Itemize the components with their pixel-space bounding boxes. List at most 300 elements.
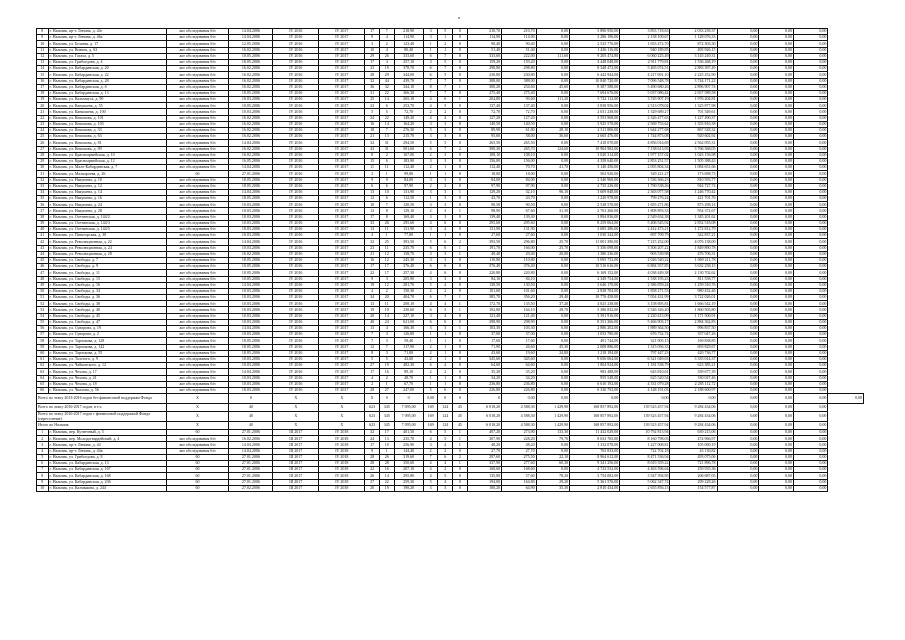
table-cell: 11 001 390,00 [570, 239, 620, 245]
table-cell: 6 [438, 245, 453, 251]
table-cell: 940 189,85 [620, 47, 670, 53]
table-cell: IV 2016 [273, 29, 319, 35]
table-cell: 131,90 [394, 227, 423, 233]
table-cell: 421 701,76 [670, 196, 717, 202]
table-cell: 0,00 [717, 152, 759, 158]
table-cell: 0,00 [793, 109, 828, 115]
table-cell: 124 [438, 404, 453, 412]
table-cell: 7 [438, 146, 453, 152]
table-cell: 108,10 [502, 152, 537, 158]
table-cell: 721 896,78 [670, 461, 717, 467]
table-cell: 29 [37, 158, 49, 164]
table-cell: 1 644 277,68 [620, 128, 670, 134]
table-cell: акт обследования б/н [166, 47, 229, 53]
table-cell: 11 [379, 245, 394, 251]
table-cell: 150,30 [394, 288, 423, 294]
table-cell: г. Нальчик, пер. Кузнечный, д. 5 [48, 430, 166, 436]
table-cell: 2 055 804,34 [620, 165, 670, 171]
table-cell: 131,90 [394, 189, 423, 195]
table-cell: 10 [379, 189, 394, 195]
table-cell: 0 [229, 394, 273, 404]
table-cell: 18.05.2006 [229, 90, 273, 96]
table-cell: 0,00 [717, 189, 759, 195]
table-cell: 10.03.2006 [229, 109, 273, 115]
table-cell: 0,00 [536, 227, 569, 233]
table-cell: 191,70 [467, 245, 502, 251]
table-cell: 0,00 [717, 479, 759, 485]
table-cell: IV 2016 [273, 381, 319, 387]
table-cell: 4 856 014,69 [620, 140, 670, 146]
table-cell: 60 [166, 430, 229, 436]
table-cell: 25 [379, 239, 394, 245]
table-cell: 49 [37, 282, 49, 288]
table-cell: 62 [37, 363, 49, 369]
table-cell: 4 588,30 [502, 422, 537, 430]
table-cell: 1 [453, 189, 468, 195]
table-cell: г. Нальчик, ул. Кальмиуса, д. 90 [48, 97, 166, 103]
table-cell: 0,00 [717, 202, 759, 208]
table-cell: IV 2016 [273, 41, 319, 47]
table-cell: 0,00 [536, 47, 569, 53]
table-cell: 276,30 [394, 128, 423, 134]
table-cell: 22 [365, 467, 380, 473]
table-cell: 5 [423, 479, 438, 485]
table-cell: 2 657 589,58 [670, 90, 717, 96]
table-cell: 169 838,85 [670, 338, 717, 344]
table-cell: IV 2016 [273, 363, 319, 369]
table-cell: 12 [379, 257, 394, 263]
table-cell: 393,50 [394, 239, 423, 245]
table-cell: акт обследования б/н [166, 121, 229, 127]
table-cell: 3 925 570,00 [570, 121, 620, 127]
table-cell: акт обследования б/н [166, 152, 229, 158]
table-cell: 10 [379, 307, 394, 313]
table-cell: IV 2017 [319, 375, 365, 381]
table-cell: г. Нальчик, ул. Кабардинская, д. 13 [48, 461, 166, 467]
table-cell: 44 [379, 78, 394, 84]
table-cell: III 2017 [273, 485, 319, 491]
table-cell: 623 385,21 [670, 363, 717, 369]
table-cell: 16.02.2006 [229, 47, 273, 53]
table-cell: X [166, 394, 229, 404]
table-cell: 3 [438, 202, 453, 208]
table-cell: 0,00 [717, 233, 759, 239]
table-cell: 4 [438, 313, 453, 319]
table-cell: акт обследования б/н [166, 35, 229, 41]
table-cell: 31 [379, 140, 394, 146]
table-cell: акт обследования б/н [166, 251, 229, 257]
table-cell: 339 677,39 [670, 369, 717, 375]
table-cell: 0,00 [759, 233, 794, 239]
table-cell: IV 2016 [273, 109, 319, 115]
table-cell: 2 [423, 152, 438, 158]
table-cell: IV 2016 [273, 251, 319, 257]
table-cell: IV 2017 [319, 332, 365, 338]
table-cell: 22,10 [536, 454, 569, 460]
table-cell: 26 [379, 220, 394, 226]
table-cell: 0,00 [793, 363, 828, 369]
table-cell: IV 2017 [319, 264, 365, 270]
table-cell: 1 [453, 442, 468, 448]
table-cell: 0,00 [759, 422, 794, 430]
table-cell: 1 272 812,79 [670, 227, 717, 233]
table-cell: 0 [453, 394, 468, 404]
table-cell: 35,20 [467, 369, 502, 375]
table-cell: 0,00 [759, 134, 794, 140]
table-cell: IV 2016 [273, 295, 319, 301]
table-cell: 393,50 [467, 239, 502, 245]
table-cell: 0,00 [759, 461, 794, 467]
table-cell: 14.04.2006 [229, 35, 273, 41]
table-cell: 0,00 [793, 90, 828, 96]
table-cell: 40 [365, 319, 380, 325]
table-cell: 9 284 434,06 [670, 404, 717, 412]
table-cell: 14 [379, 121, 394, 127]
table-cell: 2 138 109,67 [620, 35, 670, 41]
table-cell: 799 276,24 [620, 196, 670, 202]
table-cell: 0 [453, 356, 468, 362]
table-cell: 10 [37, 485, 49, 491]
table-cell: 257,10 [394, 59, 423, 65]
table-cell: 4 [423, 103, 438, 109]
table-cell: IV 2017 [319, 90, 365, 96]
table-cell: 43 130,82 [670, 448, 717, 454]
table-cell: 2 886 202,00 [570, 326, 620, 332]
table-cell: 52 [37, 301, 49, 307]
table-cell: г. Нальчик, ул. Чкалова, д. 56 [48, 387, 166, 393]
table-cell: г. Нальчик, ул. Свободы, д. 47 [48, 319, 166, 325]
table-cell: 297,60 [467, 454, 502, 460]
table-cell: 8 [365, 152, 380, 158]
table-cell: 903 539,98 [620, 251, 670, 257]
table-cell: 1 [423, 338, 438, 344]
table-cell: 2 363 077,58 [620, 189, 670, 195]
table-cell: 5 [423, 387, 438, 393]
table-cell: 344,10 [394, 84, 423, 90]
table-cell: 1 [438, 344, 453, 350]
table-cell: 0,00 [759, 208, 794, 214]
table-cell: 4 723 532,00 [570, 467, 620, 473]
table-cell: 0 [453, 479, 468, 485]
table-cell: 0,00 [759, 66, 794, 72]
table-cell: г. Нальчик, ул. Грибоедова, д. 4 [48, 59, 166, 65]
table-cell: 0,00 [717, 171, 759, 177]
table-cell: 54 [37, 313, 49, 319]
table-cell: 0 [453, 387, 468, 393]
table-cell: 1 [453, 97, 468, 103]
table-cell: 6 [423, 307, 438, 313]
table-cell: 139,40 [467, 214, 502, 220]
table-cell: 30 [37, 165, 49, 171]
table-cell: 3 [423, 485, 438, 491]
table-cell: 28 [365, 387, 380, 393]
table-cell: 230,60 [394, 307, 423, 313]
table-cell: IV 2016 [273, 189, 319, 195]
table-cell: 0,00 [717, 90, 759, 96]
table-cell: 0,00 [759, 59, 794, 65]
table-cell: IV 2016 [273, 115, 319, 121]
table-cell: 0,00 [793, 35, 828, 41]
table-cell: 0,00 [759, 29, 794, 35]
table-cell: 7 [438, 66, 453, 72]
table-cell: 1 [423, 196, 438, 202]
table-cell: 4 358 640,00 [570, 158, 620, 164]
table-cell: 0,00 [793, 97, 828, 103]
table-cell: IV 2016 [273, 233, 319, 239]
table-cell: 0,00 [759, 196, 794, 202]
table-cell: 137,40 [467, 103, 502, 109]
table-cell: 169 [423, 404, 438, 412]
table-cell: IV 2017 [319, 214, 365, 220]
table-cell: IV 2017 [319, 97, 365, 103]
table-cell: 84,10 [467, 276, 502, 282]
table-cell: 27,60 [502, 233, 537, 239]
table-cell: 0,00 [536, 276, 569, 282]
table-cell: 14.04.2006 [229, 326, 273, 332]
table-cell: 0,00 [759, 313, 794, 319]
table-cell: 93,60 [502, 97, 537, 103]
table-cell: 72,70 [467, 109, 502, 115]
table-cell: 0,00 [759, 47, 794, 53]
table-cell: 51,40 [502, 47, 537, 53]
table-cell: г. Нальчик, ул. Кабардинская, д. 168 [48, 473, 166, 479]
table-cell: IV 2017 [319, 152, 365, 158]
table-cell: IV 2016 [273, 338, 319, 344]
table-cell: 46 [37, 264, 49, 270]
table-cell: 3 [423, 326, 438, 332]
table-cell: 0,00 [793, 84, 828, 90]
table-cell: IV 2017 [319, 276, 365, 282]
table-cell: 0,00 [536, 332, 569, 338]
table-cell: 60 [166, 479, 229, 485]
table-cell: акт обследования б/н [166, 177, 229, 183]
table-cell: 3 [438, 128, 453, 134]
table-cell: 7 095,00 [394, 412, 423, 422]
table-cell: 1 259 310,76 [670, 282, 717, 288]
table-cell: 4 148 191,03 [620, 387, 670, 393]
table-cell: г. Нальчик, ул. Революционная, д. 28 [48, 251, 166, 257]
table-cell: 1 [453, 307, 468, 313]
table-cell: 123,40 [394, 41, 423, 47]
table-cell: 45,30 [536, 344, 569, 350]
table-cell: 1 345 201,62 [670, 214, 717, 220]
table-cell: 23 [37, 121, 49, 127]
table-cell: 27.01.2006 [229, 467, 273, 473]
table-cell: III 2017 [273, 473, 319, 479]
table-cell: 5 [365, 356, 380, 362]
table-cell: 345 [379, 404, 394, 412]
table-cell: IV 2017 [319, 313, 365, 319]
table-cell: 10 [365, 202, 380, 208]
table-cell: X [166, 404, 229, 412]
table-cell: 0,00 [793, 41, 828, 47]
table-cell: 0,00 [793, 233, 828, 239]
table-cell: IV 2016 [273, 288, 319, 294]
table-cell: 3 [423, 189, 438, 195]
table-cell: 10 904 982,00 [570, 146, 620, 152]
table-cell: 8 160 798,03 [620, 436, 670, 442]
table-cell: г. Нальчик, ул. Кешокова, д. 103 [48, 121, 166, 127]
table-cell: 873 298,14 [670, 202, 717, 208]
table-cell: 230,80 [502, 72, 537, 78]
table-cell: 3 722 026,01 [670, 295, 717, 301]
table-cell: 0,00 [759, 387, 794, 393]
table-cell: 1 [438, 171, 453, 177]
table-cell: акт обследования б/н [166, 84, 229, 90]
table-cell: 0,00 [536, 319, 569, 325]
table-cell: 4 [423, 461, 438, 467]
table-cell: 71,00 [394, 350, 423, 356]
table-cell: X [319, 412, 365, 422]
table-cell: 0,00 [759, 257, 794, 263]
table-cell: 12 [379, 282, 394, 288]
table-cell: г. Нальчик, ул. Свободы, д. 45 [48, 313, 166, 319]
table-cell: 0,00 [759, 288, 794, 294]
table-cell: 6 [37, 461, 49, 467]
table-cell: 26 [379, 53, 394, 59]
table-cell: III 2017 [273, 442, 319, 448]
table-cell: 0,00 [717, 295, 759, 301]
table-cell: 701 549,61 [670, 109, 717, 115]
table-cell: 1 [438, 381, 453, 387]
table-cell: 3 [438, 251, 453, 257]
table-cell: 281,70 [394, 282, 423, 288]
table-cell: 77,80 [394, 233, 423, 239]
table-cell: 0,00 [759, 227, 794, 233]
table-cell: 29,20 [536, 479, 569, 485]
table-cell: 623 [365, 422, 380, 430]
table-cell: IV 2017 [319, 233, 365, 239]
table-cell: 8 633 765,00 [570, 436, 620, 442]
table-cell: 22 [379, 479, 394, 485]
table-cell: 345 [379, 422, 394, 430]
table-cell: 295,60 [502, 220, 537, 226]
table-cell: 1 043 156,98 [670, 152, 717, 158]
table-cell: 28 [37, 152, 49, 158]
table-cell: 31 [365, 90, 380, 96]
table-cell: 3 [423, 121, 438, 127]
table-cell: 7 [423, 78, 438, 84]
table-cell: IV 2017 [319, 109, 365, 115]
table-cell: 172,70 [467, 301, 502, 307]
table-cell: 1 858 271,53 [620, 288, 670, 294]
table-cell: 56 [37, 326, 49, 332]
table-cell: 32,10 [502, 189, 537, 195]
table-cell: 19 [379, 66, 394, 72]
table-cell: 32 [365, 239, 380, 245]
table-cell: г. Нальчик, ул. Накушева, д. 12 [48, 183, 166, 189]
table-cell: 0,00 [536, 140, 569, 146]
table-cell: 0,00 [717, 35, 759, 41]
table-cell: 3 526 326,20 [620, 307, 670, 313]
table-cell: 48,70 [394, 375, 423, 381]
table-cell: 5 356 098,00 [570, 245, 620, 251]
table-cell: 0,00 [793, 356, 828, 362]
table-cell: 7 [438, 53, 453, 59]
table-cell: 10.03.2006 [229, 97, 273, 103]
table-cell: 0 [453, 313, 468, 319]
table-cell: 38 [37, 214, 49, 220]
table-cell: 1 536 366,23 [620, 177, 670, 183]
table-cell: 4 331 079,28 [620, 381, 670, 387]
table-cell: 5 406 545,92 [620, 220, 670, 226]
table-cell: 1 [453, 245, 468, 251]
table-cell: 11 [365, 165, 380, 171]
table-cell: 954 372,67 [670, 208, 717, 214]
table-cell: 2 [453, 454, 468, 460]
table-cell: 0,00 [759, 109, 794, 115]
table-cell: 0 [453, 140, 468, 146]
table-cell: 90,50 [467, 202, 502, 208]
table-cell: 9 [37, 479, 49, 485]
table-cell: 1 653 472,70 [620, 41, 670, 47]
table-cell: 23 [365, 103, 380, 109]
table-cell: 0,00 [793, 319, 828, 325]
table-cell: 0,00 [759, 430, 794, 436]
table-cell: 0 [453, 158, 468, 164]
table-cell: 7 [423, 90, 438, 96]
table-cell: 0,00 [717, 177, 759, 183]
table-cell: 40 [229, 404, 273, 412]
table-cell: 90,40 [467, 41, 502, 47]
table-cell: IV 2018 [319, 430, 365, 436]
table-cell: 299 228,26 [670, 479, 717, 485]
table-cell: 0,00 [759, 152, 794, 158]
table-cell: 10 [379, 442, 394, 448]
table-cell: 1 315 056,33 [620, 344, 670, 350]
table-cell: 7 095,00 [394, 404, 423, 412]
table-cell: IV 2018 [319, 467, 365, 473]
table-cell: г. Нальчик, ул. Вовчок, д. 63 [48, 47, 166, 53]
table-cell: 0,00 [717, 467, 759, 473]
table-cell: 18.03.2006 [229, 387, 273, 393]
table-cell: IV 2017 [319, 183, 365, 189]
table-cell: 14.04.2006 [229, 165, 273, 171]
table-cell: 41 [37, 233, 49, 239]
table-cell: 0,00 [759, 350, 794, 356]
table-cell: 17 [365, 214, 380, 220]
table-cell: 2 838 704,00 [570, 288, 620, 294]
table-cell: 4 [365, 375, 380, 381]
table-cell: 0,00 [759, 103, 794, 109]
table-cell: 2 033 239,37 [670, 29, 717, 35]
table-cell: IV 2016 [273, 134, 319, 140]
table-cell: 0,00 [536, 282, 569, 288]
table-cell: 6 [438, 454, 453, 460]
table-cell: IV 2018 [319, 473, 365, 479]
table-cell: 18.05.2006 [229, 196, 273, 202]
table-cell: 0 [453, 66, 468, 72]
table-cell: 1 538 195,23 [620, 276, 670, 282]
table-cell: 2 [438, 288, 453, 294]
table-cell: 140,50 [467, 121, 502, 127]
table-cell: 12 [379, 251, 394, 257]
table-cell: 5 [438, 436, 453, 442]
table-cell: 10.03.2006 [229, 363, 273, 369]
totals-row [37, 394, 864, 404]
table-cell: IV 2016 [273, 214, 319, 220]
table-cell: 5 037 086,42 [620, 90, 670, 96]
table-cell: IV 2016 [273, 59, 319, 65]
table-cell: 811 558,77 [670, 276, 717, 282]
table-cell: акт обследования б/н [166, 109, 229, 115]
table-cell: 1 [423, 171, 438, 177]
table-cell: IV 2018 [319, 461, 365, 467]
table-cell: 0 [453, 473, 468, 479]
table-cell: 0,00 [759, 165, 794, 171]
table-cell: 0 [453, 196, 468, 202]
table-cell: 205,90 [394, 276, 423, 282]
